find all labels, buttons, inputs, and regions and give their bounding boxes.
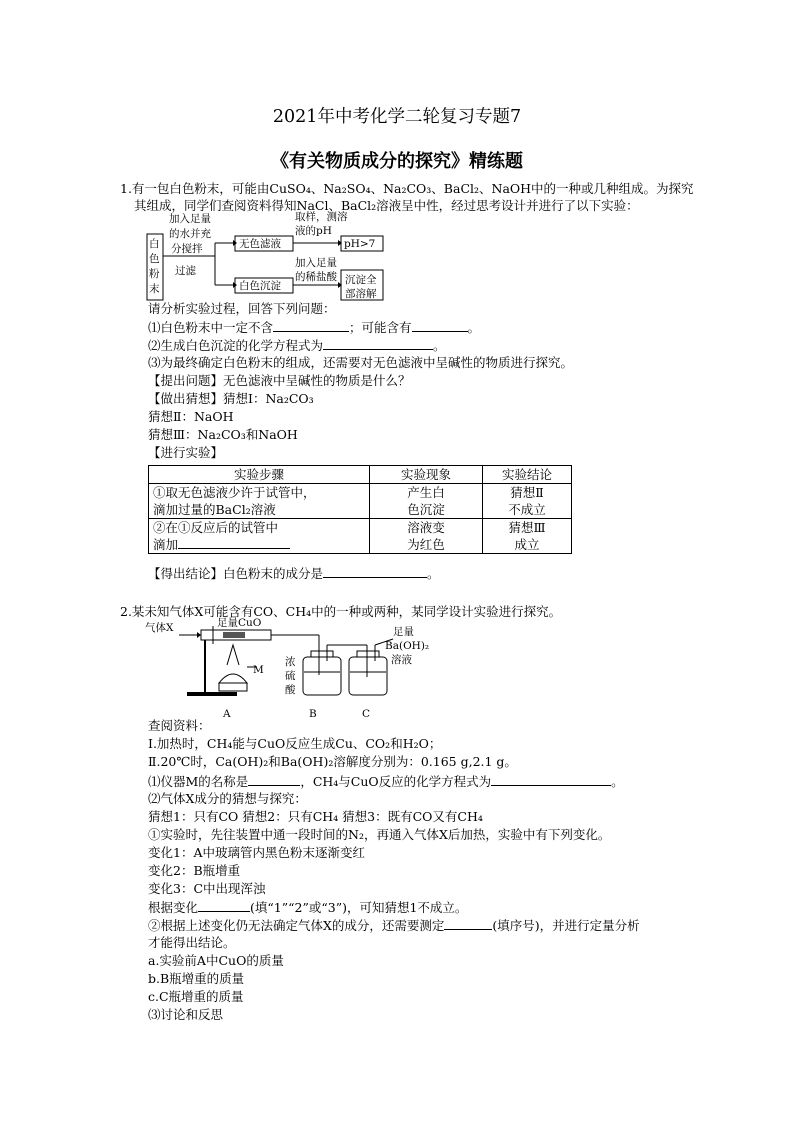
c-reagent-line3: 溶液 [391,654,412,666]
table-cell [370,484,483,519]
flow-sample-char-2: 色 [149,253,160,265]
q1-conclusion-text: 【得出结论】白色粉末的成分是 [148,566,324,581]
q1-part2 [148,337,446,354]
q2-part1-text: ⑴仪器M的名称是 [148,774,249,789]
table-row [149,484,572,519]
table-cell [149,484,370,519]
q2-step2-text2: (填序号)，并进行定量分析 [492,918,640,933]
flow-ph-box: pH>7 [344,238,376,250]
answer-blank[interactable] [273,319,349,332]
flow-sample-char-4: 末 [149,283,160,295]
table-row [149,519,572,554]
flow-dissolve-line1: 沉淀全 [345,274,377,286]
flow-step1-line3: 分搅拌 [171,243,203,255]
cell-line: 溶液变 [407,520,445,535]
cuo-label: 足量CuO [217,617,262,629]
experiment-table [148,465,572,554]
q2-step2-cont: 才能得出结论。 [148,935,236,950]
c-reagent-line1: 足量 [393,626,414,638]
table-cell [483,519,572,554]
q2-change1: 变化1：A中玻璃管内黑色粉末逐渐变红 [148,845,365,860]
cell-line: 不成立 [508,502,546,517]
flow-sample-char-3: 粉 [149,268,160,280]
q1-part1-text2: ；可能含有 [349,320,412,335]
b-reagent-line1: 浓 [285,656,296,668]
c-reagent-line2: Ba(OH)₂ [385,640,430,652]
punct: 。 [427,566,440,581]
label-b: B [309,708,317,720]
table-header: 实验现象 [370,466,483,484]
q1-part3: ⑶为最终确定白色粉末的组成，还需要对无色滤液中呈碱性的物质进行探究。 [148,355,574,370]
flow-step1-line1: 加入足量 [169,213,211,225]
q1-experiment-heading: 【进行实验】 [148,445,224,460]
q2-part1-text2: ，CH₄与CuO反应的化学方程式为 [300,774,492,789]
q1-intro-line1: 1.有一包白色粉末，可能由CuSO₄、Na₂SO₄、Na₂CO₃、BaCl₂、NaOH中的一种或几种组成。为探究 [120,181,694,196]
cell-line: 猜想Ⅱ [510,485,544,500]
q1-guess2: 猜想Ⅱ：NaOH [148,409,234,424]
q2-change2: 变化2：B瓶增重 [148,863,241,878]
table-cell [483,484,572,519]
q2-ref-heading: 查阅资料： [148,718,211,733]
answer-blank[interactable] [412,319,468,332]
answer-blank[interactable] [178,536,290,549]
q2-judge-text2: (填“1”“2”或“3”)，可知猜想1不成立。 [250,900,468,915]
label-a: A [223,708,231,720]
cell-line: 滴加 [153,537,179,552]
page-subtitle: 《有关物质成分的探究》精练题 [271,151,523,172]
flow-acid-line2: 的稀盐酸 [295,271,337,283]
flow-sample-char-1: 白 [149,238,160,250]
cell-line: 色沉淀 [407,502,445,517]
q2-part2: ⑵气体X成分的猜想与探究： [148,791,307,806]
q2-judge-text: 根据变化 [148,900,199,915]
b-reagent-line2: 硫 [285,670,296,682]
punct: 。 [611,774,624,789]
q1-guess3: 猜想Ⅲ：Na₂CO₃和NaOH [148,427,298,442]
flow-test-line1: 取样，测溶 [295,211,348,223]
punct: 。 [433,338,446,353]
cell-line: 滴加过量的BaCl₂溶液 [153,502,276,517]
q2-change3: 变化3：C中出现浑浊 [148,881,266,896]
q1-part2-text: ⑵生成白色沉淀的化学方程式为 [148,338,324,353]
flow-precip-box: 白色沉淀 [239,280,281,292]
answer-blank[interactable] [491,773,611,786]
q2-option-a: a.实验前A中CuO的质量 [148,953,284,968]
flow-dissolve-line2: 部溶解 [345,288,377,300]
answer-blank[interactable] [323,337,433,350]
flow-filter-label: 过滤 [175,265,196,277]
q1-intro-line2: 其组成，同学们查阅资料得知NaCl、BaCl₂溶液呈中性，经过思考设计并进行了以下实验： [134,198,639,213]
q2-judge [148,899,467,916]
table-cell [370,519,483,554]
q1-part1-text: ⑴白色粉末中一定不含 [148,320,274,335]
q2-option-b: b.B瓶增重的质量 [148,971,245,986]
q1-part1 [148,319,480,336]
q2-intro: 2.某未知气体X可能含有CO、CH₄中的一种或两种，某同学设计实验进行探究。 [120,604,562,619]
q2-part1 [148,773,624,790]
answer-blank[interactable] [323,565,427,578]
table-cell [149,519,370,554]
flow-test-line2: 液的pH [295,225,332,237]
cell-line: ②在①反应后的试管中 [153,520,279,535]
flow-step1-line2: 的水并充 [169,228,211,240]
cell-line: 猜想Ⅲ [508,520,546,535]
q2-step1: ①实验时，先往装置中通一段时间的N₂，再通入气体X后加热，实验中有下列变化。 [148,827,611,842]
m-label: M [253,664,264,676]
table-header: 实验步骤 [149,466,370,484]
punct: 。 [467,320,481,335]
q1-flow-diagram [145,212,405,302]
cell-line: 为红色 [407,537,445,552]
flow-filtrate-box: 无色滤液 [239,238,281,250]
table-header-row [149,466,572,484]
cell-line: 产生白 [407,485,445,500]
gas-x-label: 气体X [145,622,174,634]
cell-line: 成立 [514,537,540,552]
answer-blank[interactable] [248,773,300,786]
q1-guess1: 【做出猜想】猜想Ⅰ：Na₂CO₃ [148,391,314,406]
answer-blank[interactable] [198,899,250,912]
q1-conclusion [148,565,440,582]
q2-apparatus-diagram [145,617,430,721]
q2-step2 [148,917,640,934]
flow-acid-line1: 加入足量 [295,257,337,269]
b-reagent-line3: 酸 [285,684,296,696]
cell-line: ①取无色滤液少许于试管中， [153,485,316,500]
q2-part3: ⑶讨论和反思 [148,1007,224,1022]
q2-guesses: 猜想1：只有CO 猜想2：只有CH₄ 猜想3：既有CO又有CH₄ [148,809,483,824]
table-header: 实验结论 [483,466,572,484]
q2-ref1: Ⅰ.加热时，CH₄能与CuO反应生成Cu、CO₂和H₂O； [148,736,442,751]
q1-ask: 请分析实验过程，回答下列问题： [148,301,336,316]
q1-question: 【提出问题】无色滤液中呈碱性的物质是什么？ [148,373,411,388]
label-c: C [362,708,371,720]
q2-option-c: c.C瓶增重的质量 [148,989,244,1004]
page-title: 2021年中考化学二轮复习专题7 [272,107,522,127]
q2-ref2: Ⅱ.20℃时，Ca(OH)₂和Ba(OH)₂溶解度分别为：0.165 g,2.1 g。 [148,754,517,769]
answer-blank[interactable] [444,917,492,930]
q2-step2-text: ②根据上述变化仍无法确定气体X的成分，还需要测定 [148,918,445,933]
